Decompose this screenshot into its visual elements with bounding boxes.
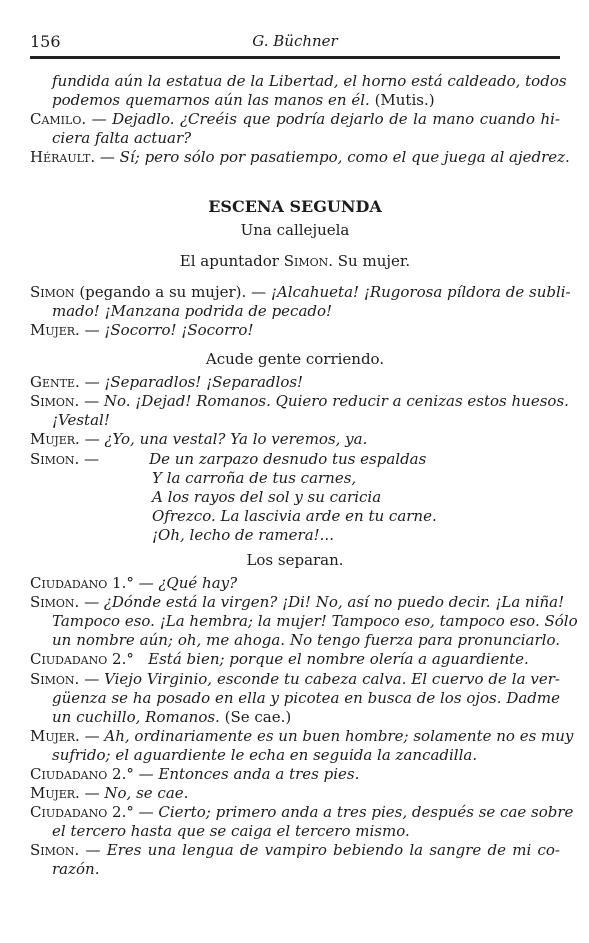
speech-ciudadano: [30, 765, 560, 784]
speech-text: — Dejadlo. ¿Creéis que podría dejarlo de la mano cuando hi-: [91, 110, 560, 129]
speaker-name: Simon.: [30, 449, 80, 468]
speech-text: — Eres una lengua de vampiro bebiendo la sangre de mi co-: [85, 841, 560, 860]
speaker-name: Simon: [283, 251, 329, 270]
speech-text: — Sí; pero sólo por pasatiempo, como el que juega al ajedrez.: [99, 148, 570, 167]
speech-mujer: [30, 430, 560, 449]
speech-text: — No, se cae.: [84, 784, 189, 803]
speech-simon: [30, 282, 571, 302]
speaker-name: Simon.: [30, 593, 80, 612]
speech-text: — Ah, ordinariamente es un buen hombre; solamente no es muy: [84, 726, 574, 745]
speaker-name: Ciudadano 2.°: [30, 650, 134, 669]
text-line: fundida aún la estatua de la Libertad, el horno está caldeado, todos: [52, 72, 567, 90]
speaker-name: Simon: [30, 282, 75, 301]
text-line: razón.: [52, 860, 100, 879]
speech-dash: —: [84, 449, 100, 468]
text-line: güenza se ha posado en ella y picotea en busca de los ojos. Dadme: [52, 688, 560, 707]
page-body: [30, 72, 578, 880]
speech-ciudadano: [30, 803, 574, 822]
stage-direction: (pegando a su mujer).: [79, 282, 247, 301]
speaker-name: Simon.: [30, 669, 80, 688]
text-line: un nombre aún; oh, me ahoga. No tengo fuerza para pronunciarlo.: [52, 631, 560, 650]
speaker-name: Simon.: [30, 841, 80, 860]
speech-text: — ¡Separadlos! ¡Separadlos!: [84, 373, 304, 392]
speaker-name: Ciudadano 2.°: [30, 803, 134, 822]
text-line: [30, 91, 560, 110]
speech-mujer: [30, 784, 560, 803]
scene-characters: [30, 252, 560, 271]
speaker-name: Hérault.: [30, 148, 96, 167]
speech-simon: [30, 841, 560, 860]
page-number: 156: [30, 32, 61, 51]
speech-ciudadano: [30, 574, 560, 593]
speech-text: — ¿Dónde está la virgen? ¡Di! No, así no puedo decir. ¡La niña!: [84, 593, 565, 612]
verse-line: Ofrezco. La lascivia arde en tu carne.: [152, 506, 437, 525]
text-span: un cuchillo, Romanos.: [52, 707, 220, 726]
text-span: El apuntador: [179, 251, 279, 270]
speech-herault: [30, 148, 570, 167]
speech-simon: [30, 670, 560, 689]
stage-direction: (Mutis.): [374, 91, 435, 110]
speech-simon: [30, 593, 565, 612]
speech-text: — Viejo Virginio, esconde tu cabeza calva. El cuervo de la ver-: [84, 669, 560, 688]
verse-line: De un zarpazo desnudo tus espaldas: [149, 449, 427, 468]
verse-line: Y la carroña de tus carnes,: [152, 468, 357, 487]
speaker-name: Mujer.: [30, 726, 80, 745]
speech-text: — ¿Qué hay?: [138, 574, 238, 593]
speaker-name: Gente.: [30, 373, 80, 392]
stage-direction: (Se cae.): [224, 707, 292, 726]
speech-text: — ¡Socorro! ¡Socorro!: [84, 320, 254, 339]
speech-text: — Cierto; primero anda a tres pies, después se cae sobre: [138, 803, 574, 822]
text-line: ¡Vestal!: [52, 411, 110, 430]
scene-title: ESCENA SEGUNDA: [208, 197, 382, 217]
header-rule: [30, 56, 560, 59]
speech-ciudadano: [30, 650, 560, 669]
text-line: el tercero hasta que se caiga el tercero mismo.: [52, 822, 410, 841]
text-line: Tampoco eso. ¡La hembra; la mujer! Tampoco eso, tampoco eso. Sólo: [52, 612, 578, 631]
speaker-name: Mujer.: [30, 784, 80, 803]
verse-line: A los rayos del sol y su caricia: [152, 487, 382, 506]
text-line: sufrido; el aguardiente le echa en seguida la zancadilla.: [52, 745, 478, 764]
speech-text: — No. ¡Dejad! Romanos. Quiero reducir a cenizas estos huesos.: [84, 392, 569, 411]
text-line: [30, 708, 560, 727]
speaker-name: Ciudadano 2.°: [30, 765, 134, 783]
text-span: . Su mujer.: [328, 251, 411, 270]
scene-place: Una callejuela: [240, 220, 350, 239]
speech-text: — ¿Yo, una vestal? Ya lo veremos, ya.: [84, 430, 368, 449]
speech-text: — ¡Alcahueta! ¡Rugorosa píldora de subli-: [251, 282, 571, 301]
speech-simon: [30, 450, 560, 469]
stage-direction: Los separan.: [246, 550, 344, 569]
stage-direction: Acude gente corriendo.: [205, 350, 385, 369]
speaker-name: Ciudadano 1.°: [30, 574, 134, 593]
text-span: podemos quemarnos aún las manos en él.: [52, 91, 370, 110]
page-header: [30, 32, 560, 54]
speech-mujer: [30, 321, 560, 340]
verse-line: ¡Oh, lecho de ramera!...: [152, 525, 334, 544]
speech-simon: [30, 392, 569, 411]
speaker-name: Simon.: [30, 392, 80, 411]
speech-gente: [30, 373, 560, 392]
speech-camilo: [30, 110, 560, 129]
speaker-name: Camilo.: [30, 110, 87, 129]
speaker-name: Mujer.: [30, 320, 80, 339]
speaker-name: Mujer.: [30, 430, 80, 449]
speech-text: — Entonces anda a tres pies.: [138, 765, 360, 783]
text-line: ciera falta actuar?: [52, 129, 192, 148]
speech-mujer: [30, 726, 574, 746]
running-head: G. Büchner: [252, 32, 338, 50]
speech-text: Está bien; porque el nombre olería a aguardiente.: [148, 650, 529, 669]
text-line: mado! ¡Manzana podrida de pecado!: [52, 301, 333, 320]
